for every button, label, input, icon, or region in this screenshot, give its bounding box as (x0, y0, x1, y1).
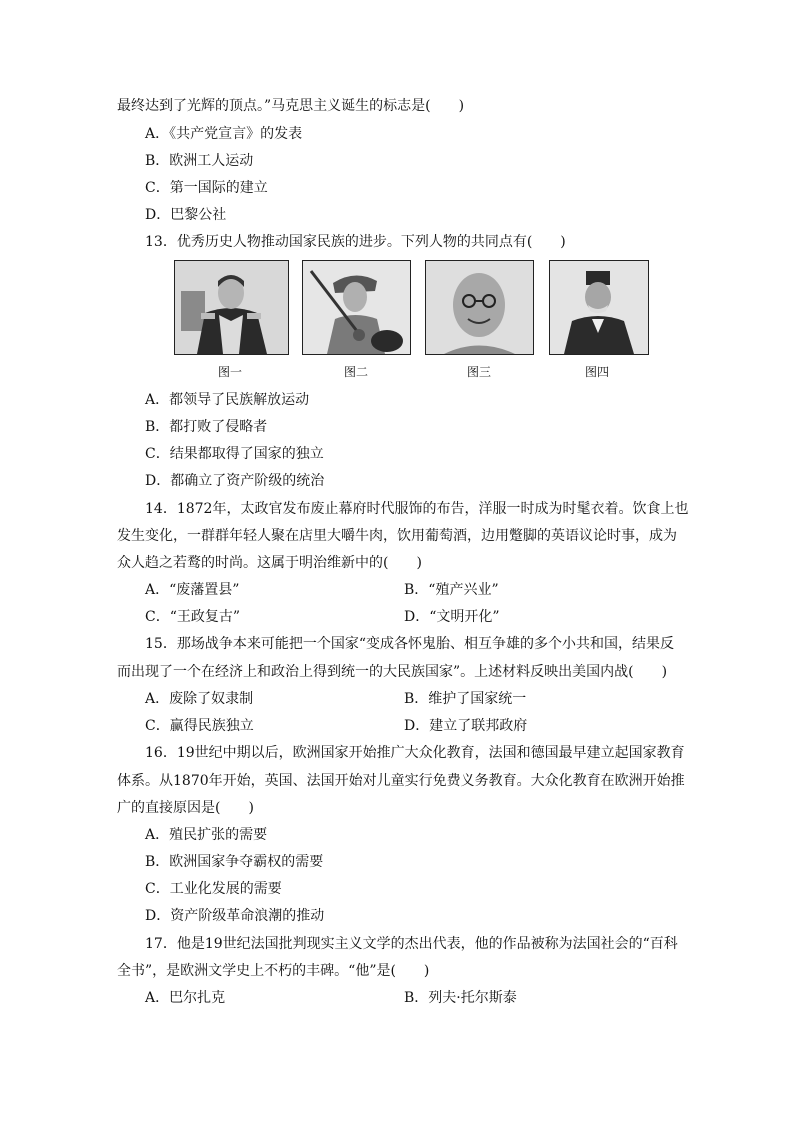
q17-option-b: B．列夫·托尔斯泰 (404, 990, 517, 1006)
q13-option-a: A．都领导了民族解放运动 (145, 392, 310, 408)
figure-4-portrait (549, 260, 649, 355)
q14-option-a: A．“废藩置县” (145, 582, 240, 598)
q15-option-a: A．废除了奴隶制 (145, 691, 254, 707)
q17-stem-line-2: 全书”，是欧洲文学史上不朽的丰碑。“他”是( ) (117, 963, 430, 979)
portrait-gandhi-icon (426, 261, 533, 354)
figure-2-portrait (302, 260, 411, 355)
q16-stem-line-3: 广的直接原因是( ) (117, 800, 254, 816)
q12-option-a: A．《共产党宣言》的发表 (145, 126, 303, 142)
q15-option-b: B．维护了国家统一 (404, 691, 527, 707)
q17-option-a: A．巴尔扎克 (145, 990, 226, 1006)
q12-stem-end: 最终达到了光辉的顶点。”马克思主义诞生的标志是( ) (117, 98, 465, 114)
q13-stem: 13．优秀历史人物推动国家民族的进步。下列人物的共同点有( ) (145, 234, 566, 250)
portrait-sword-warrior-icon (303, 261, 410, 354)
q16-stem-line-1: 16．19世纪中期以后，欧洲国家开始推广大众化教育，法国和德国最早建立起国家教育 (145, 745, 685, 761)
q16-option-d: D．资产阶级革命浪潮的推动 (145, 908, 325, 924)
figure-4-caption: 图四 (585, 365, 610, 379)
portrait-fez-man-icon (550, 261, 648, 354)
q15-stem-line-1: 15．那场战争本来可能把一个国家“变成各怀鬼胎、相互争雄的多个小共和国，结果反 (145, 636, 674, 652)
q16-stem-line-2: 体系。从1870年开始，英国、法国开始对儿童实行免费义务教育。大众化教育在欧洲开始推 (117, 773, 685, 789)
figure-2-caption: 图二 (344, 365, 369, 379)
q16-option-a: A．殖民扩张的需要 (145, 827, 268, 843)
q16-option-c: C．工业化发展的需要 (145, 881, 282, 897)
q14-option-c: C．“王政复古” (145, 609, 241, 625)
figure-3-portrait (425, 260, 534, 355)
q14-option-b: B．“殖产兴业” (404, 582, 499, 598)
q14-option-d: D．“文明开化” (404, 609, 500, 625)
q12-option-d: D．巴黎公社 (145, 207, 227, 223)
q15-option-c: C．赢得民族独立 (145, 718, 254, 734)
q14-stem-line-2: 发生变化，一群群年轻人聚在店里大嚼牛肉，饮用葡萄酒，边用蹩脚的英语议论时事，成为 (117, 528, 677, 544)
q16-option-b: B．欧洲国家争夺霸权的需要 (145, 854, 324, 870)
q17-stem-line-1: 17．他是19世纪法国批判现实主义文学的杰出代表，他的作品被称为法国社会的“百科 (145, 936, 678, 952)
q13-option-b: B．都打败了侵略者 (145, 419, 268, 435)
figure-1-portrait (174, 260, 289, 355)
q12-option-c: C．第一国际的建立 (145, 180, 268, 196)
q14-stem-line-1: 14．1872年，太政官发布废止幕府时代服饰的布告，洋服一时成为时髦衣着。饮食上也 (145, 501, 689, 517)
q13-option-c: C．结果都取得了国家的独立 (145, 446, 324, 462)
q15-option-d: D．建立了联邦政府 (404, 718, 528, 734)
q15-stem-line-2: 而出现了一个在经济上和政治上得到统一的大民族国家”。上述材料反映出美国内战( ) (117, 664, 668, 680)
portrait-military-officer-icon (175, 261, 288, 354)
q12-option-b: B．欧洲工人运动 (145, 153, 254, 169)
figure-1-caption: 图一 (218, 365, 243, 379)
q13-option-d: D．都确立了资产阶级的统治 (145, 473, 325, 489)
q14-stem-line-3: 众人趋之若鹜的时尚。这属于明治维新中的( ) (117, 555, 422, 571)
figure-3-caption: 图三 (467, 365, 492, 379)
